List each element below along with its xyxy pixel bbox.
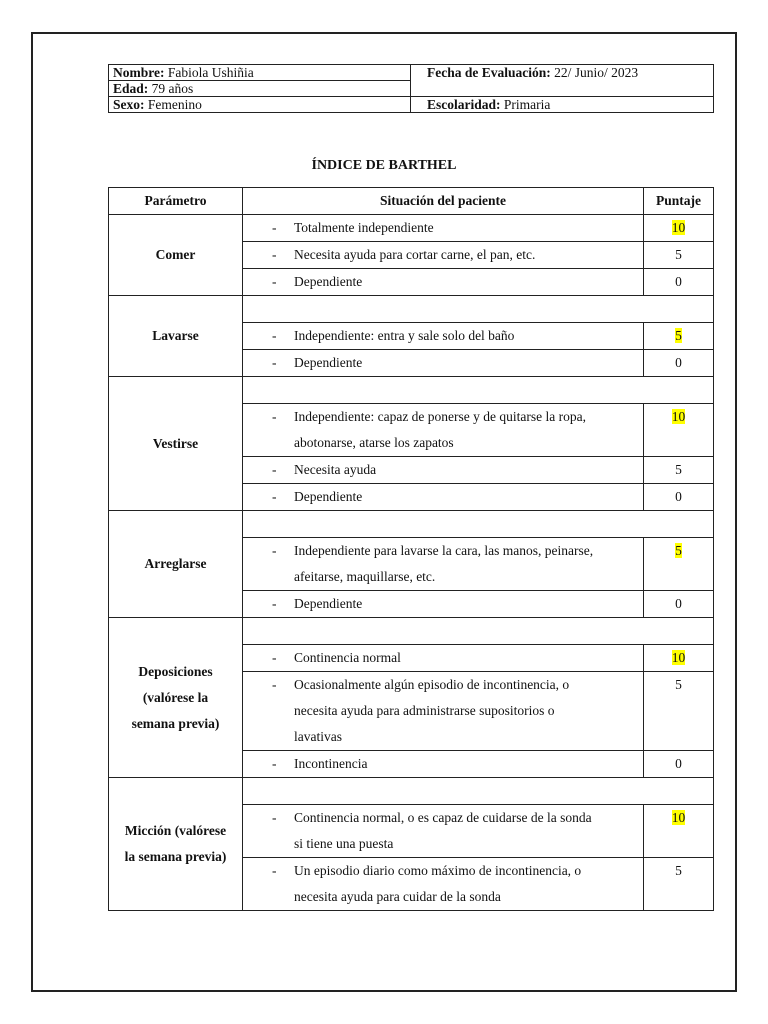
- patient-sex-cell: [109, 97, 411, 113]
- spacer-cell: [243, 618, 714, 645]
- bullet-dash: -: [272, 810, 277, 825]
- barthel-index-table: [108, 187, 714, 911]
- patient-age-cell: [109, 81, 411, 97]
- name-label: Nombre:: [113, 65, 165, 80]
- spacer-cell: [243, 511, 714, 538]
- spacer-cell: [243, 296, 714, 323]
- situation-text: Continencia normal: [294, 650, 401, 665]
- parameter-label: Micción (valórese: [124, 823, 227, 838]
- score-cell: [644, 805, 714, 858]
- score-cell: [644, 457, 714, 484]
- score-cell: [644, 350, 714, 377]
- situation-text: Totalmente independiente: [294, 220, 434, 235]
- bullet-dash: -: [272, 462, 277, 477]
- selected-score: 5: [675, 543, 682, 558]
- situation-cell: [243, 457, 644, 484]
- situation-item: [243, 457, 643, 483]
- situation-item: [243, 242, 643, 268]
- score-value: 0: [675, 596, 682, 611]
- bullet-dash: -: [272, 274, 277, 289]
- parameter-cell: [109, 618, 243, 778]
- schooling-cell: [411, 97, 714, 113]
- score-value: 5: [675, 863, 682, 878]
- patient-name-cell: [109, 65, 411, 81]
- selected-score: 10: [671, 650, 686, 665]
- parameter-cell: [109, 511, 243, 618]
- situation-item: [243, 858, 643, 910]
- situation-cell: [243, 672, 644, 751]
- situation-item: [243, 215, 643, 241]
- score-value: 0: [675, 489, 682, 504]
- situation-cell: [243, 805, 644, 858]
- parameter-cell: [109, 377, 243, 511]
- situation-text: Dependiente: [294, 596, 363, 611]
- index-title: ÍNDICE DE BARTHEL: [311, 158, 457, 173]
- situation-text: Dependiente: [294, 489, 363, 504]
- situation-cell: [243, 269, 644, 296]
- header-score: Puntaje: [644, 188, 714, 215]
- situation-text: Dependiente: [294, 274, 363, 289]
- situation-text: Ocasionalmente algún episodio de incontinencia, o necesita ayuda para administrarse supositorios o lavativas: [294, 677, 570, 744]
- situation-cell: [243, 350, 644, 377]
- score-value: 5: [675, 677, 682, 692]
- spacer-row: [109, 296, 714, 323]
- bullet-dash: -: [272, 677, 277, 692]
- header-situation: Situación del paciente: [243, 188, 644, 215]
- situation-item: [243, 350, 643, 376]
- header-parameter: Parámetro: [109, 188, 243, 215]
- bullet-dash: -: [272, 247, 277, 262]
- situation-cell: [243, 858, 644, 911]
- bullet-dash: -: [272, 756, 277, 771]
- spacer-row: [109, 511, 714, 538]
- bullet-dash: -: [272, 489, 277, 504]
- situation-item: [243, 538, 643, 590]
- situation-cell: [243, 484, 644, 511]
- spacer-row: [109, 618, 714, 645]
- spacer-cell: [243, 377, 714, 404]
- spacer-row: [109, 778, 714, 805]
- parameter-cell: [109, 778, 243, 911]
- situation-text: Un episodio diario como máximo de incontinencia, o necesita ayuda para cuidar de la sonda: [294, 863, 582, 904]
- parameter-label: Deposiciones: [138, 663, 213, 679]
- name-value: Fabiola Ushiñia: [167, 65, 254, 80]
- situation-item: [243, 323, 643, 349]
- situation-text: Necesita ayuda: [294, 462, 377, 477]
- date-value: 22/ Junio/ 2023: [554, 65, 639, 80]
- bullet-dash: -: [272, 863, 277, 878]
- score-cell: [644, 672, 714, 751]
- selected-score: 10: [671, 220, 686, 235]
- score-value: 5: [675, 247, 682, 262]
- score-value: 5: [675, 462, 682, 477]
- bullet-dash: -: [272, 543, 277, 558]
- situation-text: Dependiente: [294, 355, 363, 370]
- score-cell: [644, 404, 714, 457]
- parameter-label: (valórese la: [142, 689, 209, 705]
- situation-item: [243, 404, 643, 456]
- score-cell: [644, 591, 714, 618]
- selected-score: 10: [671, 810, 686, 825]
- parameter-label: Comer: [155, 247, 196, 262]
- score-value: 0: [675, 355, 682, 370]
- score-cell: [644, 242, 714, 269]
- score-cell: [644, 484, 714, 511]
- date-label: Fecha de Evaluación:: [427, 65, 551, 80]
- situation-item: [243, 484, 643, 510]
- situation-cell: [243, 404, 644, 457]
- situation-text: Independiente: entra y sale solo del baño: [294, 328, 515, 343]
- score-value: 0: [675, 756, 682, 771]
- parameter-label: Vestirse: [152, 435, 199, 451]
- situation-cell: [243, 591, 644, 618]
- situation-text: Continencia normal, o es capaz de cuidarse de la sonda si tiene una puesta: [294, 810, 592, 851]
- score-cell: [644, 858, 714, 911]
- situation-cell: [243, 645, 644, 672]
- situation-text: Independiente: capaz de ponerse y de quitarse la ropa, abotonarse, atarse los zapatos: [294, 409, 586, 450]
- parameter-label: Arreglarse: [144, 556, 207, 571]
- situation-item: [243, 269, 643, 295]
- parameter-label: la semana previa): [124, 849, 227, 864]
- bullet-dash: -: [272, 328, 277, 343]
- situation-text: Incontinencia: [294, 756, 368, 771]
- bullet-dash: -: [272, 220, 277, 235]
- situation-item: [243, 751, 643, 777]
- sex-label: Sexo:: [113, 97, 145, 112]
- score-value: 0: [675, 274, 682, 289]
- bullet-dash: -: [272, 355, 277, 370]
- parameter-label: semana previa): [131, 715, 220, 731]
- score-cell: [644, 269, 714, 296]
- parameter-cell: [109, 296, 243, 377]
- situation-cell: [243, 538, 644, 591]
- document-page: [31, 32, 737, 992]
- spacer-row: [109, 377, 714, 404]
- parameter-label: Lavarse: [152, 328, 199, 343]
- situation-cell: [243, 751, 644, 778]
- selected-score: 5: [675, 328, 682, 343]
- sex-value: Femenino: [147, 97, 202, 112]
- parameter-cell: [109, 215, 243, 296]
- situation-item: [243, 645, 643, 671]
- bullet-dash: -: [272, 409, 277, 424]
- situation-cell: [243, 242, 644, 269]
- age-label: Edad:: [113, 81, 149, 96]
- situation-text: Necesita ayuda para cortar carne, el pan, etc.: [294, 247, 536, 262]
- evaluation-date-cell: [411, 65, 714, 97]
- situation-text: Independiente para lavarse la cara, las manos, peinarse, afeitarse, maquillarse, etc.: [294, 543, 594, 584]
- patient-info-table: [108, 64, 714, 113]
- selected-score: 10: [671, 409, 686, 424]
- table-row: [109, 215, 714, 242]
- school-label: Escolaridad:: [427, 97, 501, 112]
- situation-cell: [243, 323, 644, 350]
- score-cell: [644, 538, 714, 591]
- score-cell: [644, 751, 714, 778]
- score-cell: [644, 215, 714, 242]
- bullet-dash: -: [272, 596, 277, 611]
- score-cell: [644, 323, 714, 350]
- school-value: Primaria: [503, 97, 551, 112]
- age-value: 79 años: [151, 81, 194, 96]
- bullet-dash: -: [272, 650, 277, 665]
- score-cell: [644, 645, 714, 672]
- situation-cell: [243, 215, 644, 242]
- situation-item: [243, 805, 643, 857]
- situation-item: [243, 672, 643, 750]
- spacer-cell: [243, 778, 714, 805]
- situation-item: [243, 591, 643, 617]
